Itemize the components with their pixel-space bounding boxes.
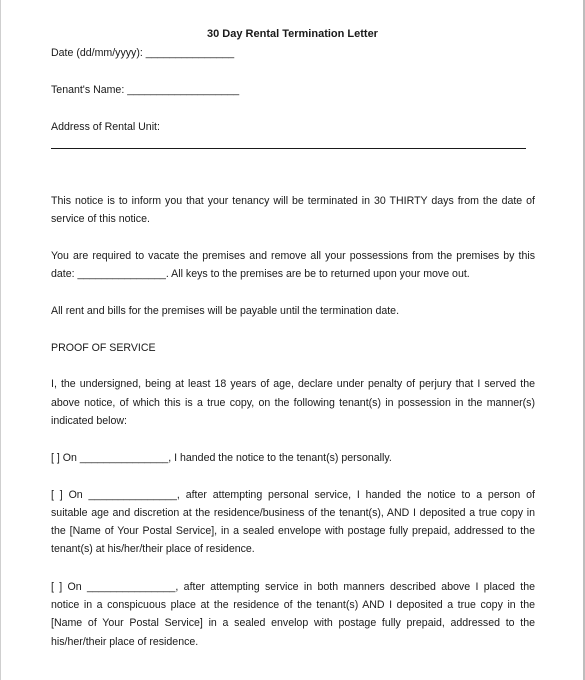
service-option-3-line-3: [Name of Your Postal Service] in a sealed envelop with postage fully prepaid, addressed to the [51,617,535,629]
vacate-line-1: You are required to vacate the premises and remove all your possessions from the premises by this [51,250,535,262]
tenant-name-field: Tenant's Name: ___________________ [51,84,240,96]
address-label: Address of Rental Unit: [51,121,160,133]
declaration-line-2: above notice, of which this is a true copy, on the following tenant(s) in possession in the manner(s) [51,397,535,409]
service-option-2-line-2: suitable age and discretion at the residence/business of the tenant(s), AND I deposited a true copy in [51,507,535,519]
service-option-1: [ ] On _______________, I handed the notice to the tenant(s) personally. [51,452,392,464]
service-option-3-line-1: [ ] On _______________, after attempting service in both manners described above I placed the [51,581,535,593]
notice-line-1: This notice is to inform you that your tenancy will be terminated in 30 THIRTY days from the date of [51,195,535,207]
date-field: Date (dd/mm/yyyy): _______________ [51,47,235,59]
rent-paragraph: All rent and bills for the premises will be payable until the termination date. [51,305,400,317]
address-line [51,148,526,149]
page-border-left [0,0,1,680]
service-option-2-line-4: tenant(s) at his/her/their place of residence. [51,543,255,555]
notice-line-2: service of this notice. [51,213,150,225]
service-option-3-line-2: notice in a conspicuous place at the residence of the tenant(s) AND I deposited a true copy in the [51,599,535,611]
declaration-line-3: indicated below: [51,415,127,427]
letter-title: 30 Day Rental Termination Letter [207,28,378,40]
vacate-line-2: date: _______________. All keys to the premises are be to returned upon your move out. [51,268,470,280]
service-option-2-line-1: [ ] On _______________, after attempting personal service, I handed the notice to a person of [51,489,535,501]
service-option-3-line-4: his/her/their place of residence. [51,636,199,648]
proof-heading: PROOF OF SERVICE [51,342,156,354]
service-option-2-line-3: the [Name of Your Postal Service], in a sealed envelope with postage fully prepaid, addressed to the [51,525,535,537]
declaration-line-1: I, the undersigned, being at least 18 years of age, declare under penalty of perjury that I served the [51,378,535,390]
